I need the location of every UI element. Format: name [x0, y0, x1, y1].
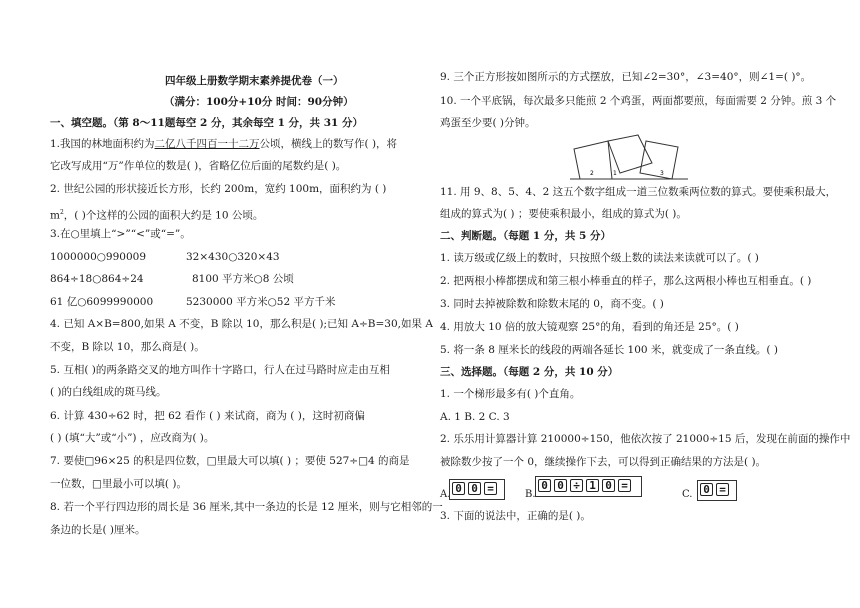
q3-r1c2: 32×430○320×43	[186, 251, 280, 263]
choice-2-option-b-label: B.	[525, 489, 536, 500]
question-1-line2: 它改写成用“万”作单位的数是( )，省略亿位后面的尾数约是( )。	[50, 160, 347, 172]
question-8-line1: 8. 若一个平行四边形的周长是 36 厘米,其中一条边的长是 12 厘米，则与它相邻的一	[50, 501, 443, 513]
choice-2-option-c-label: C.	[682, 489, 693, 500]
key-0: 0	[538, 479, 551, 492]
option-c-keys	[700, 483, 732, 496]
key-0: 0	[602, 479, 615, 492]
question-10-line2: 鸡蛋至少要( )分钟。	[440, 117, 536, 129]
question-2-line1: 2. 世纪公园的形状接近长方形，长约 200m，宽约 100m，面积约为 ( )	[50, 183, 387, 195]
q2-unit: m	[50, 209, 60, 222]
q1-text-pre: 1.我国的林地面积约为	[50, 138, 155, 150]
question-4-line2: 不变，B 除以 10，那么商是( )。	[50, 341, 205, 353]
choice-3: 3. 下面的说法中，正确的是( )。	[440, 510, 591, 522]
key-1: 1	[586, 479, 599, 492]
key-0: 0	[452, 482, 465, 495]
question-5-line1: 5. 互相( )的两条路交叉的地方叫作十字路口，行人在过马路时应走由互相	[50, 364, 390, 376]
question-9: 9. 三个正方形按如图所示的方式摆放，已知∠2=30°，∠3=40°，则∠1=( )°。	[440, 71, 812, 83]
judge-5: 5. 将一条 8 厘米长的线段的两端各延长 100 米，就变成了一条直线。( )	[440, 344, 778, 356]
question-7-line1: 7. 要使□96×25 的积是四位数，□里最大可以填( ) ；要使 527÷□4 的商是	[50, 455, 410, 467]
choice-1-options: A. 1 B. 2 C. 3	[440, 411, 510, 423]
choice-2-option-a-label: A.	[440, 489, 451, 500]
angle-label-3: 3	[660, 170, 664, 177]
square-middle	[608, 135, 652, 173]
choice-2-line1: 2. 乐乐用计算器计算 210000÷150，他依次按了 21000÷15 后，发现在前面的操作中	[440, 433, 851, 445]
angle-label-1: 1	[613, 170, 617, 177]
option-b-keys	[538, 479, 634, 492]
q3-r3c2: 5230000 平方米○52 平方千米	[186, 296, 336, 308]
question-11-line1: 11. 用 9、8、5、4、2 这五个数字组成一道三位数乘两位数的算式。要使乘积最大，	[440, 186, 837, 198]
judge-1: 1. 读万级或亿级上的数时，只按照个级上数的读法来读就可以了。( )	[440, 252, 759, 264]
question-4-line1: 4. 已知 A×B=800,如果 A 不变，B 除以 10，那么积是( );已知 A÷B=30,如果 A	[50, 318, 433, 330]
q3-r2c1: 864÷18○864÷24	[50, 273, 144, 285]
question-5-line2: ( )的白线组成的斑马线。	[50, 386, 167, 398]
key-equals: =	[484, 482, 497, 495]
question-8-line2: 条边的长是( )厘米。	[50, 524, 146, 536]
square-right	[640, 141, 678, 179]
key-equals: =	[716, 483, 729, 496]
section-multiple-choice: 三、选择题。（每题 2 分，共 10 分）	[440, 366, 619, 378]
judge-2: 2. 把两根小棒都摆成和第三根小棒垂直的样子，那么这两根小棒也互相垂直。( )	[440, 275, 812, 287]
choice-1: 1. 一个梯形最多有( )个直角。	[440, 388, 581, 400]
question-1-line1	[50, 138, 397, 151]
choice-2-line2: 被除数少按了一个 0，继续操作下去，可以得到正确结果的方法是( )。	[440, 456, 767, 468]
key-0: 0	[554, 479, 567, 492]
key-0: 0	[468, 482, 481, 495]
section-true-false: 二、判断题。（每题 1 分，共 5 分）	[440, 230, 611, 242]
q3-r1c1: 1000000○990009	[50, 251, 147, 263]
q1-text-post: 公顷，横线上的数写作( )，将	[259, 138, 398, 150]
q3-r2c2: 8100 平方米○8 公顷	[192, 273, 294, 285]
key-0: 0	[700, 483, 713, 496]
question-10-line1: 10. 一个平底锅，每次最多只能煎 2 个鸡蛋，两面都要煎，每面需要 2 分钟。煎 3 个	[440, 95, 837, 107]
q3-r3c1: 61 亿○6099990000	[50, 296, 154, 308]
question-6-line2: ( ) (填“大”或“小”) ，应改商为( )。	[50, 432, 215, 444]
q2-unit-sup: 2	[59, 209, 64, 216]
key-equals: =	[618, 479, 631, 492]
judge-4: 4. 用放大 10 倍的放大镜观察 25°的角，看到的角还是 25°。( )	[440, 321, 739, 333]
three-squares-figure	[568, 133, 690, 183]
exam-title: 四年级上册数学期末素养提优卷（一）	[165, 75, 344, 87]
q1-underlined-number: 二亿八千四百一十二万	[154, 138, 260, 150]
key-divide: ÷	[570, 479, 583, 492]
option-a-keys	[452, 482, 500, 495]
angle-label-2: 2	[590, 170, 594, 177]
question-11-line2: 组成的算式为( ) ；要使乘积最小，组成的算式为( )。	[440, 208, 687, 220]
question-2-line2	[50, 206, 263, 223]
question-6-line1: 6. 计算 430÷62 时，把 62 看作 ( ) 来试商，商为 ( )，这时初商偏	[50, 410, 365, 422]
judge-3: 3. 同时去掉被除数和除数末尾的 0，商不变。( )	[440, 298, 664, 310]
q2-text: ，( )个这样的公园的面积大约是 10 公顷。	[63, 209, 264, 222]
question-3: 3.在○里填上“>”“<”或“=”。	[50, 228, 191, 240]
exam-subtitle: （满分：100分+10分 时间：90分钟）	[164, 96, 354, 108]
question-7-line2: 一位数，□里最小可以填( )。	[50, 478, 187, 490]
section-fill-blank: 一、填空题。（第 8～11题每空 2 分，其余每空 1 分，共 31 分）	[50, 117, 363, 129]
